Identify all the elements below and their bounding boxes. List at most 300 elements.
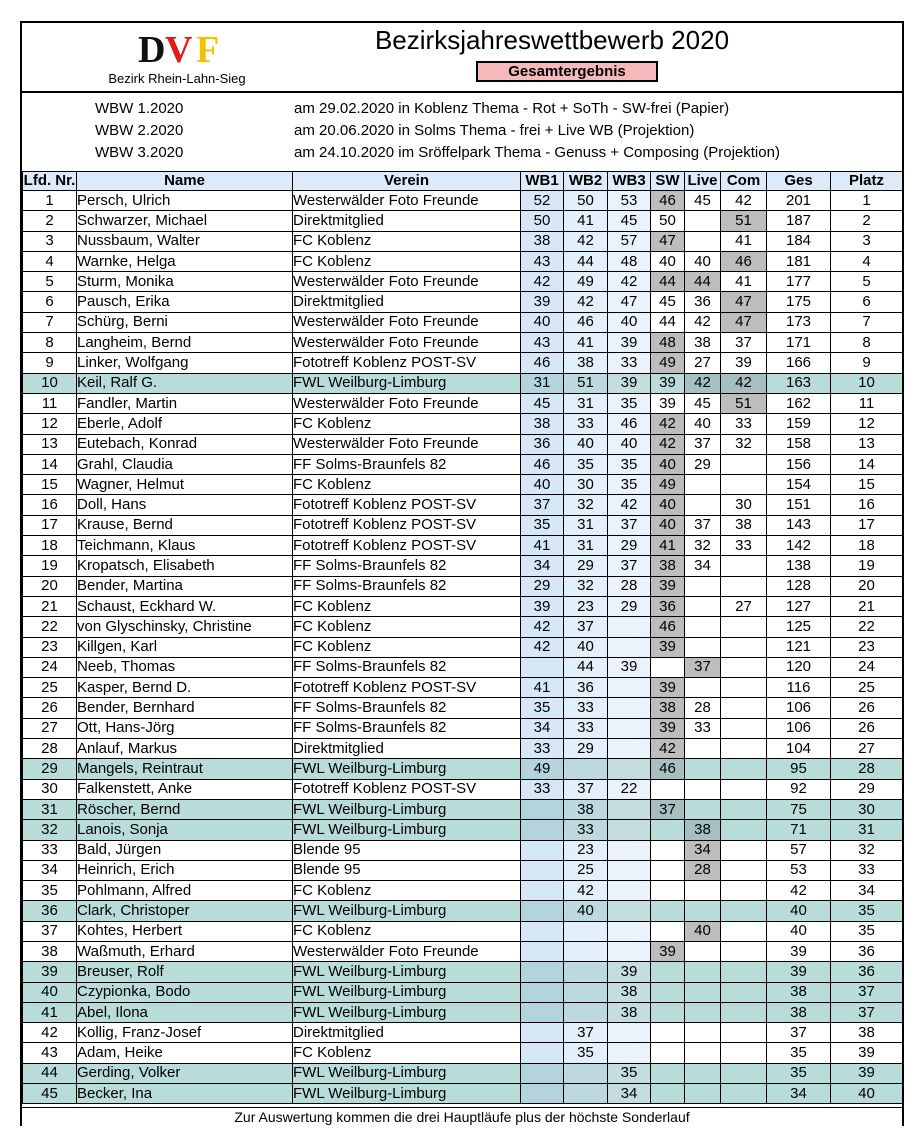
score-wb2: 32 [564, 495, 608, 515]
total-score: 106 [767, 698, 831, 718]
score-sw: 40 [651, 515, 685, 535]
rank: 39 [831, 1063, 903, 1083]
table-row [23, 820, 903, 840]
club-name: Direktmitglied [293, 292, 521, 312]
score-com [721, 454, 767, 474]
score-com: 47 [721, 312, 767, 332]
score-live: 38 [685, 333, 721, 353]
total-score: 173 [767, 312, 831, 332]
score-sw: 49 [651, 353, 685, 373]
total-score: 38 [767, 982, 831, 1002]
participant-name: Schürg, Berni [77, 312, 293, 332]
rank: 12 [831, 414, 903, 434]
row-number: 17 [23, 515, 77, 535]
score-sw: 42 [651, 414, 685, 434]
score-wb3: 42 [608, 272, 651, 292]
score-sw: 39 [651, 373, 685, 393]
table-row [23, 637, 903, 657]
rank: 2 [831, 211, 903, 231]
score-wb2: 51 [564, 373, 608, 393]
score-live [685, 1063, 721, 1083]
score-wb3: 37 [608, 515, 651, 535]
score-wb3: 34 [608, 1084, 651, 1104]
club-name: Direktmitglied [293, 1023, 521, 1043]
total-score: 166 [767, 353, 831, 373]
competition-name: WBW 3.2020 [95, 144, 184, 161]
score-sw: 42 [651, 434, 685, 454]
table-row [23, 211, 903, 231]
table-row [23, 617, 903, 637]
score-wb1: 42 [521, 617, 564, 637]
score-com: 51 [721, 211, 767, 231]
row-number: 44 [23, 1063, 77, 1083]
score-sw [651, 881, 685, 901]
table-row [23, 1002, 903, 1022]
score-wb3: 33 [608, 353, 651, 373]
club-name: FWL Weilburg-Limburg [293, 1002, 521, 1022]
club-name: FC Koblenz [293, 617, 521, 637]
rank: 32 [831, 840, 903, 860]
total-score: 121 [767, 637, 831, 657]
club-name: FC Koblenz [293, 596, 521, 616]
row-number: 2 [23, 211, 77, 231]
score-sw: 40 [651, 495, 685, 515]
row-number: 25 [23, 678, 77, 698]
score-wb2: 31 [564, 393, 608, 413]
row-number: 36 [23, 901, 77, 921]
row-number: 41 [23, 1002, 77, 1022]
score-sw: 38 [651, 698, 685, 718]
score-com [721, 1063, 767, 1083]
club-name: FC Koblenz [293, 231, 521, 251]
participant-name: Lanois, Sonja [77, 820, 293, 840]
table-row [23, 576, 903, 596]
rank: 36 [831, 941, 903, 961]
score-sw: 42 [651, 739, 685, 759]
rank: 22 [831, 617, 903, 637]
rank: 7 [831, 312, 903, 332]
total-score: 38 [767, 1002, 831, 1022]
club-name: FF Solms-Braunfels 82 [293, 576, 521, 596]
rank: 29 [831, 779, 903, 799]
total-score: 128 [767, 576, 831, 596]
total-score: 171 [767, 333, 831, 353]
score-com: 41 [721, 272, 767, 292]
score-live [685, 1043, 721, 1063]
club-name: FWL Weilburg-Limburg [293, 759, 521, 779]
score-wb2 [564, 1002, 608, 1022]
row-number: 40 [23, 982, 77, 1002]
participant-name: Nussbaum, Walter [77, 231, 293, 251]
row-number: 3 [23, 231, 77, 251]
score-com [721, 982, 767, 1002]
row-number: 35 [23, 881, 77, 901]
row-number: 28 [23, 739, 77, 759]
score-sw [651, 860, 685, 880]
participant-name: Eberle, Adolf [77, 414, 293, 434]
score-live [685, 1084, 721, 1104]
page-title: Bezirksjahreswettbewerb 2020 [374, 25, 730, 55]
participant-name: Bender, Bernhard [77, 698, 293, 718]
score-com [721, 962, 767, 982]
rank: 35 [831, 921, 903, 941]
score-sw: 48 [651, 333, 685, 353]
score-wb1: 41 [521, 678, 564, 698]
score-wb1 [521, 657, 564, 677]
table-row [23, 799, 903, 819]
score-sw [651, 1023, 685, 1043]
score-wb2: 29 [564, 556, 608, 576]
score-wb1: 34 [521, 556, 564, 576]
score-wb1: 40 [521, 475, 564, 495]
row-number: 14 [23, 454, 77, 474]
score-wb1 [521, 1063, 564, 1083]
score-wb1: 33 [521, 739, 564, 759]
total-score: 35 [767, 1063, 831, 1083]
row-number: 1 [23, 191, 77, 211]
score-wb2 [564, 759, 608, 779]
score-wb3 [608, 799, 651, 819]
score-wb1: 29 [521, 576, 564, 596]
total-score: 201 [767, 191, 831, 211]
rank: 17 [831, 515, 903, 535]
score-wb2: 49 [564, 272, 608, 292]
score-wb1: 39 [521, 292, 564, 312]
score-live: 29 [685, 454, 721, 474]
score-wb3: 39 [608, 657, 651, 677]
score-wb1 [521, 921, 564, 941]
score-com [721, 678, 767, 698]
svg-text:V: V [165, 29, 193, 67]
score-wb3: 40 [608, 434, 651, 454]
score-com [721, 698, 767, 718]
club-name: Fototreff Koblenz POST-SV [293, 678, 521, 698]
score-com [721, 901, 767, 921]
score-live [685, 475, 721, 495]
score-com: 41 [721, 231, 767, 251]
rank: 35 [831, 901, 903, 921]
score-com: 33 [721, 414, 767, 434]
participant-name: Schaust, Eckhard W. [77, 596, 293, 616]
participant-name: Pausch, Erika [77, 292, 293, 312]
row-number: 23 [23, 637, 77, 657]
participant-name: Kohtes, Herbert [77, 921, 293, 941]
svg-text:F: F [196, 29, 220, 67]
column-header: Platz [831, 172, 903, 191]
score-wb1: 38 [521, 414, 564, 434]
rank: 37 [831, 982, 903, 1002]
club-name: Fototreff Koblenz POST-SV [293, 495, 521, 515]
row-number: 27 [23, 718, 77, 738]
table-row [23, 434, 903, 454]
club-name: FWL Weilburg-Limburg [293, 820, 521, 840]
score-com [721, 779, 767, 799]
score-wb3: 29 [608, 536, 651, 556]
row-number: 7 [23, 312, 77, 332]
participant-name: Doll, Hans [77, 495, 293, 515]
score-wb2 [564, 962, 608, 982]
score-com: 39 [721, 353, 767, 373]
table-row [23, 921, 903, 941]
row-number: 43 [23, 1043, 77, 1063]
score-wb1: 43 [521, 251, 564, 271]
score-wb3: 35 [608, 454, 651, 474]
score-live: 34 [685, 556, 721, 576]
score-live [685, 211, 721, 231]
score-live [685, 576, 721, 596]
total-score: 95 [767, 759, 831, 779]
table-row [23, 495, 903, 515]
rank: 31 [831, 820, 903, 840]
score-sw [651, 1043, 685, 1063]
row-number: 32 [23, 820, 77, 840]
score-com: 38 [721, 515, 767, 535]
score-live: 33 [685, 718, 721, 738]
score-sw [651, 820, 685, 840]
table-row [23, 860, 903, 880]
club-name: FF Solms-Braunfels 82 [293, 556, 521, 576]
rank: 11 [831, 393, 903, 413]
row-number: 42 [23, 1023, 77, 1043]
participant-name: Keil, Ralf G. [77, 373, 293, 393]
table-row [23, 191, 903, 211]
score-sw: 40 [651, 251, 685, 271]
score-live [685, 1023, 721, 1043]
club-name: Westerwälder Foto Freunde [293, 941, 521, 961]
score-wb1: 35 [521, 698, 564, 718]
table-row [23, 657, 903, 677]
score-wb2: 33 [564, 820, 608, 840]
score-com [721, 637, 767, 657]
score-wb1 [521, 901, 564, 921]
score-live [685, 901, 721, 921]
score-wb3: 35 [608, 475, 651, 495]
score-sw: 47 [651, 231, 685, 251]
club-name: FF Solms-Braunfels 82 [293, 718, 521, 738]
row-number: 19 [23, 556, 77, 576]
participant-name: Adam, Heike [77, 1043, 293, 1063]
total-score: 151 [767, 495, 831, 515]
total-score: 106 [767, 718, 831, 738]
score-live [685, 739, 721, 759]
row-number: 11 [23, 393, 77, 413]
total-score: 177 [767, 272, 831, 292]
participant-name: Wagner, Helmut [77, 475, 293, 495]
score-com [721, 941, 767, 961]
total-score: 92 [767, 779, 831, 799]
rank: 38 [831, 1023, 903, 1043]
score-wb2 [564, 1063, 608, 1083]
table-row [23, 393, 903, 413]
score-live [685, 982, 721, 1002]
score-wb1: 45 [521, 393, 564, 413]
club-name: Fototreff Koblenz POST-SV [293, 779, 521, 799]
score-wb3 [608, 921, 651, 941]
participant-name: Ott, Hans-Jörg [77, 718, 293, 738]
rank: 13 [831, 434, 903, 454]
score-wb3 [608, 820, 651, 840]
total-score: 184 [767, 231, 831, 251]
footer-note: Zur Auswertung kommen die drei Hauptläufe plus der höchste Sonderlauf [22, 1107, 902, 1127]
club-name: Fototreff Koblenz POST-SV [293, 515, 521, 535]
participant-name: Gerding, Volker [77, 1063, 293, 1083]
score-com [721, 1084, 767, 1104]
score-wb3 [608, 739, 651, 759]
score-wb2: 42 [564, 231, 608, 251]
score-sw: 38 [651, 556, 685, 576]
score-wb1: 49 [521, 759, 564, 779]
rank: 28 [831, 759, 903, 779]
score-live: 40 [685, 414, 721, 434]
score-sw: 45 [651, 292, 685, 312]
rank: 30 [831, 799, 903, 819]
score-live: 28 [685, 698, 721, 718]
table-row [23, 231, 903, 251]
table-row [23, 272, 903, 292]
club-name: FC Koblenz [293, 921, 521, 941]
score-com: 33 [721, 536, 767, 556]
participant-name: Schwarzer, Michael [77, 211, 293, 231]
participant-name: Czypionka, Bodo [77, 982, 293, 1002]
score-live [685, 881, 721, 901]
score-live [685, 1002, 721, 1022]
total-score: 34 [767, 1084, 831, 1104]
total-score: 120 [767, 657, 831, 677]
table-row [23, 1084, 903, 1104]
table-row [23, 515, 903, 535]
rank: 6 [831, 292, 903, 312]
score-com [721, 799, 767, 819]
score-com [721, 1023, 767, 1043]
score-wb1: 42 [521, 272, 564, 292]
club-name: Westerwälder Foto Freunde [293, 191, 521, 211]
club-name: Fototreff Koblenz POST-SV [293, 536, 521, 556]
score-com [721, 881, 767, 901]
score-wb1 [521, 1002, 564, 1022]
score-com [721, 840, 767, 860]
participant-name: Teichmann, Klaus [77, 536, 293, 556]
score-wb3: 39 [608, 373, 651, 393]
score-com: 27 [721, 596, 767, 616]
score-wb3 [608, 617, 651, 637]
total-score: 154 [767, 475, 831, 495]
score-wb3: 57 [608, 231, 651, 251]
dvf-logo [132, 27, 230, 67]
score-live: 36 [685, 292, 721, 312]
score-com [721, 657, 767, 677]
row-number: 4 [23, 251, 77, 271]
competition-name: WBW 2.2020 [95, 122, 184, 139]
participant-name: Mangels, Reintraut [77, 759, 293, 779]
score-live: 37 [685, 515, 721, 535]
score-live: 28 [685, 860, 721, 880]
total-score: 159 [767, 414, 831, 434]
score-com: 51 [721, 393, 767, 413]
total-score: 42 [767, 881, 831, 901]
score-wb3: 22 [608, 779, 651, 799]
score-wb3: 35 [608, 1063, 651, 1083]
score-wb1 [521, 840, 564, 860]
score-live: 44 [685, 272, 721, 292]
score-wb1: 34 [521, 718, 564, 738]
score-com [721, 1002, 767, 1022]
score-wb2 [564, 941, 608, 961]
rank: 40 [831, 1084, 903, 1104]
row-number: 18 [23, 536, 77, 556]
table-row [23, 779, 903, 799]
score-sw: 39 [651, 637, 685, 657]
score-sw [651, 840, 685, 860]
score-live [685, 941, 721, 961]
table-row [23, 292, 903, 312]
row-number: 29 [23, 759, 77, 779]
row-number: 21 [23, 596, 77, 616]
score-sw: 44 [651, 312, 685, 332]
score-sw: 50 [651, 211, 685, 231]
score-sw: 39 [651, 576, 685, 596]
score-wb2: 31 [564, 536, 608, 556]
participant-name: Waßmuth, Erhard [77, 941, 293, 961]
score-live [685, 759, 721, 779]
score-wb2: 32 [564, 576, 608, 596]
row-number: 33 [23, 840, 77, 860]
score-wb2: 33 [564, 718, 608, 738]
score-wb1: 41 [521, 536, 564, 556]
score-wb1 [521, 982, 564, 1002]
score-live: 45 [685, 393, 721, 413]
score-wb2: 36 [564, 678, 608, 698]
score-wb2: 31 [564, 515, 608, 535]
table-row [23, 881, 903, 901]
column-header: Verein [293, 172, 521, 191]
total-score: 181 [767, 251, 831, 271]
club-name: FWL Weilburg-Limburg [293, 799, 521, 819]
score-live [685, 799, 721, 819]
club-name: Westerwälder Foto Freunde [293, 393, 521, 413]
score-sw: 39 [651, 718, 685, 738]
score-com [721, 576, 767, 596]
header [22, 23, 902, 93]
rank: 25 [831, 678, 903, 698]
table-row [23, 698, 903, 718]
total-score: 57 [767, 840, 831, 860]
row-number: 20 [23, 576, 77, 596]
column-header: WB1 [521, 172, 564, 191]
rank: 39 [831, 1043, 903, 1063]
table-row [23, 941, 903, 961]
rank: 1 [831, 191, 903, 211]
score-wb3: 35 [608, 393, 651, 413]
score-com [721, 556, 767, 576]
score-com: 42 [721, 373, 767, 393]
total-score: 40 [767, 901, 831, 921]
score-wb2: 38 [564, 353, 608, 373]
column-header: Lfd. Nr. [23, 172, 76, 189]
score-sw [651, 901, 685, 921]
table-row [23, 556, 903, 576]
rank: 9 [831, 353, 903, 373]
score-sw [651, 962, 685, 982]
total-score: 37 [767, 1023, 831, 1043]
club-name: FC Koblenz [293, 637, 521, 657]
score-wb1: 36 [521, 434, 564, 454]
score-wb1: 43 [521, 333, 564, 353]
score-wb3: 39 [608, 333, 651, 353]
score-wb3: 40 [608, 312, 651, 332]
score-wb2: 42 [564, 292, 608, 312]
region-label: Bezirk Rhein-Lahn-Sieg [108, 71, 246, 86]
total-score: 142 [767, 536, 831, 556]
